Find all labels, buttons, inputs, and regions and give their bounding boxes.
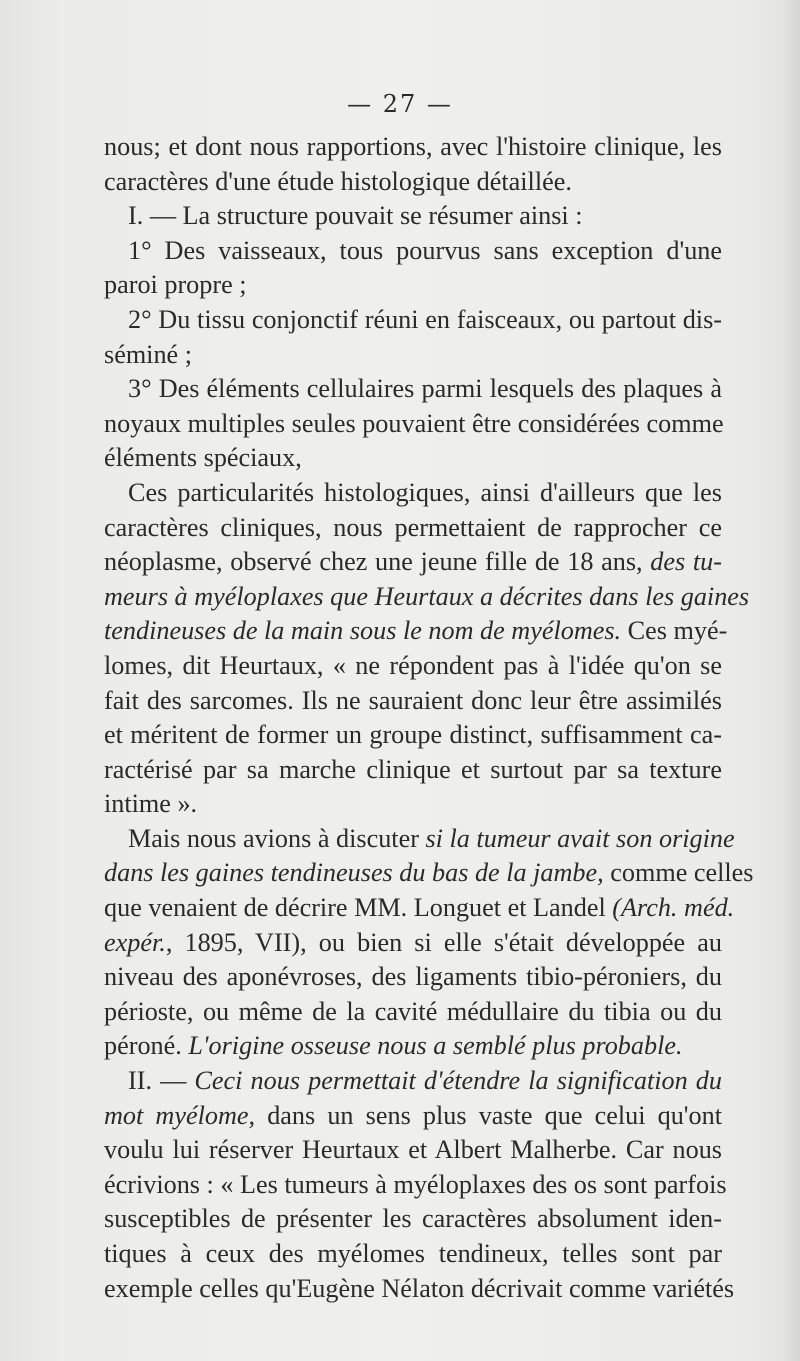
text-segment: 2° Du tissu conjonctif réuni en faisceaux, ou partout dis- [128, 304, 722, 334]
text-line [104, 441, 722, 476]
text-line [104, 718, 722, 753]
text-line [104, 1099, 722, 1134]
text-segment: dans un sens plus vaste que celui qu'ont [255, 1100, 722, 1130]
text-segment: exemple celles qu'Eugène Nélaton décrivait comme variétés [104, 1273, 735, 1303]
text-line [104, 960, 722, 995]
text-segment: ractérisé par sa marche clinique et surtout par sa texture [104, 754, 722, 784]
text-line [104, 1272, 735, 1307]
text-line [104, 476, 722, 511]
text-segment: comme celles [603, 858, 754, 888]
text-line [104, 649, 722, 684]
italic-text: si la tumeur avait son origine [425, 823, 735, 853]
text-segment: noyaux multiples seules pouvaient être considérées comme [104, 408, 724, 438]
text-segment: tiques à ceux des myélomes tendineux, telles sont par [104, 1239, 722, 1268]
text-segment: voulu lui réserver Heurtaux et Albert Malherbe. Car nous [104, 1135, 722, 1165]
page-edge-shadow [782, 0, 800, 1361]
text-segment: fait des sarcomes. Ils ne sauraient donc leur être assimilés [104, 685, 722, 715]
page-number: — 27 — [347, 90, 453, 118]
text-segment: I. — La structure pouvait se résumer ainsi : [128, 201, 583, 231]
italic-text: meurs à myéloplaxes que Heurtaux a décrites dans les gaines [104, 581, 750, 611]
text-segment: caractères d'une étude histologique détaillée. [104, 166, 572, 196]
body-text [104, 130, 754, 1306]
text-line [104, 407, 722, 442]
text-line [104, 511, 722, 546]
text-segment: 1° Des vaisseaux, tous pourvus sans exception d'une [128, 235, 722, 265]
text-line [104, 753, 722, 788]
text-segment: Ces particularités histologiques, ainsi d'ailleurs que les [128, 477, 722, 507]
text-line [104, 1168, 727, 1203]
text-segment: intime ». [104, 789, 198, 819]
text-segment: nous; et dont nous rapportions, avec l'histoire clinique, les [104, 132, 722, 161]
italic-text: des tu- [650, 547, 722, 577]
text-segment: , 1895, VII), ou bien si elle s'était développée au [165, 927, 722, 957]
text-segment: séminé ; [104, 339, 192, 369]
text-line [104, 995, 722, 1030]
text-line [104, 614, 728, 649]
text-segment: péroné. [104, 1031, 189, 1061]
text-line [104, 303, 722, 338]
text-segment: Mais nous avions à discuter [128, 823, 426, 853]
text-segment: 3° Des éléments cellulaires parmi lesquels des plaques à [128, 374, 722, 404]
text-line [104, 268, 722, 303]
text-segment: écrivions : « Les tumeurs à myéloplaxes des os sont parfois [104, 1169, 727, 1199]
text-line [104, 1029, 722, 1064]
italic-text: mot myélome, [104, 1100, 256, 1130]
text-line [104, 165, 722, 200]
text-line [104, 580, 750, 615]
text-segment: éléments spéciaux, [104, 443, 302, 473]
text-segment: néoplasme, observé chez une jeune fille de 18 ans, [104, 547, 651, 577]
text-line [104, 199, 722, 234]
text-line [104, 891, 735, 926]
text-segment: Ces myé- [621, 616, 728, 646]
text-line [104, 1237, 722, 1272]
text-segment: II. — [128, 1066, 195, 1096]
text-segment: périoste, ou même de la cavité médullaire du tibia ou du [104, 996, 722, 1026]
italic-text: Ceci nous permettait d'étendre la signification du [194, 1066, 722, 1096]
text-segment: caractères cliniques, nous permettaient de rapprocher ce [104, 512, 722, 542]
italic-text: L'origine osseuse nous a semblé plus probable. [188, 1031, 683, 1061]
text-line [104, 1133, 722, 1168]
text-line [104, 338, 722, 373]
text-line [104, 822, 735, 857]
text-line [104, 787, 722, 822]
text-line [104, 684, 722, 719]
italic-text: dans les gaines tendineuses du bas de la jambe, [104, 858, 604, 888]
text-segment: paroi propre ; [104, 270, 247, 300]
text-line [104, 545, 722, 580]
text-line [104, 130, 722, 165]
text-line [104, 1064, 722, 1099]
text-line [104, 372, 722, 407]
text-segment: que venaient de décrire MM. Longuet et Landel [104, 893, 613, 923]
text-segment: et méritent de former un groupe distinct, suffisamment ca- [104, 720, 722, 750]
text-line [104, 856, 754, 891]
italic-text: expér. [104, 927, 166, 957]
italic-text: (Arch. méd. [612, 893, 735, 923]
text-segment: niveau des aponévroses, des ligaments tibio-péroniers, du [104, 962, 722, 992]
text-line [104, 234, 722, 269]
italic-text: tendineuses de la main sous le nom de myélomes. [104, 616, 622, 646]
text-segment: susceptibles de présenter les caractères absolument iden- [104, 1204, 722, 1234]
text-line [104, 926, 722, 961]
text-segment: lomes, dit Heurtaux, « ne répondent pas à l'idée qu'on se [104, 650, 722, 680]
text-line [104, 1202, 722, 1237]
